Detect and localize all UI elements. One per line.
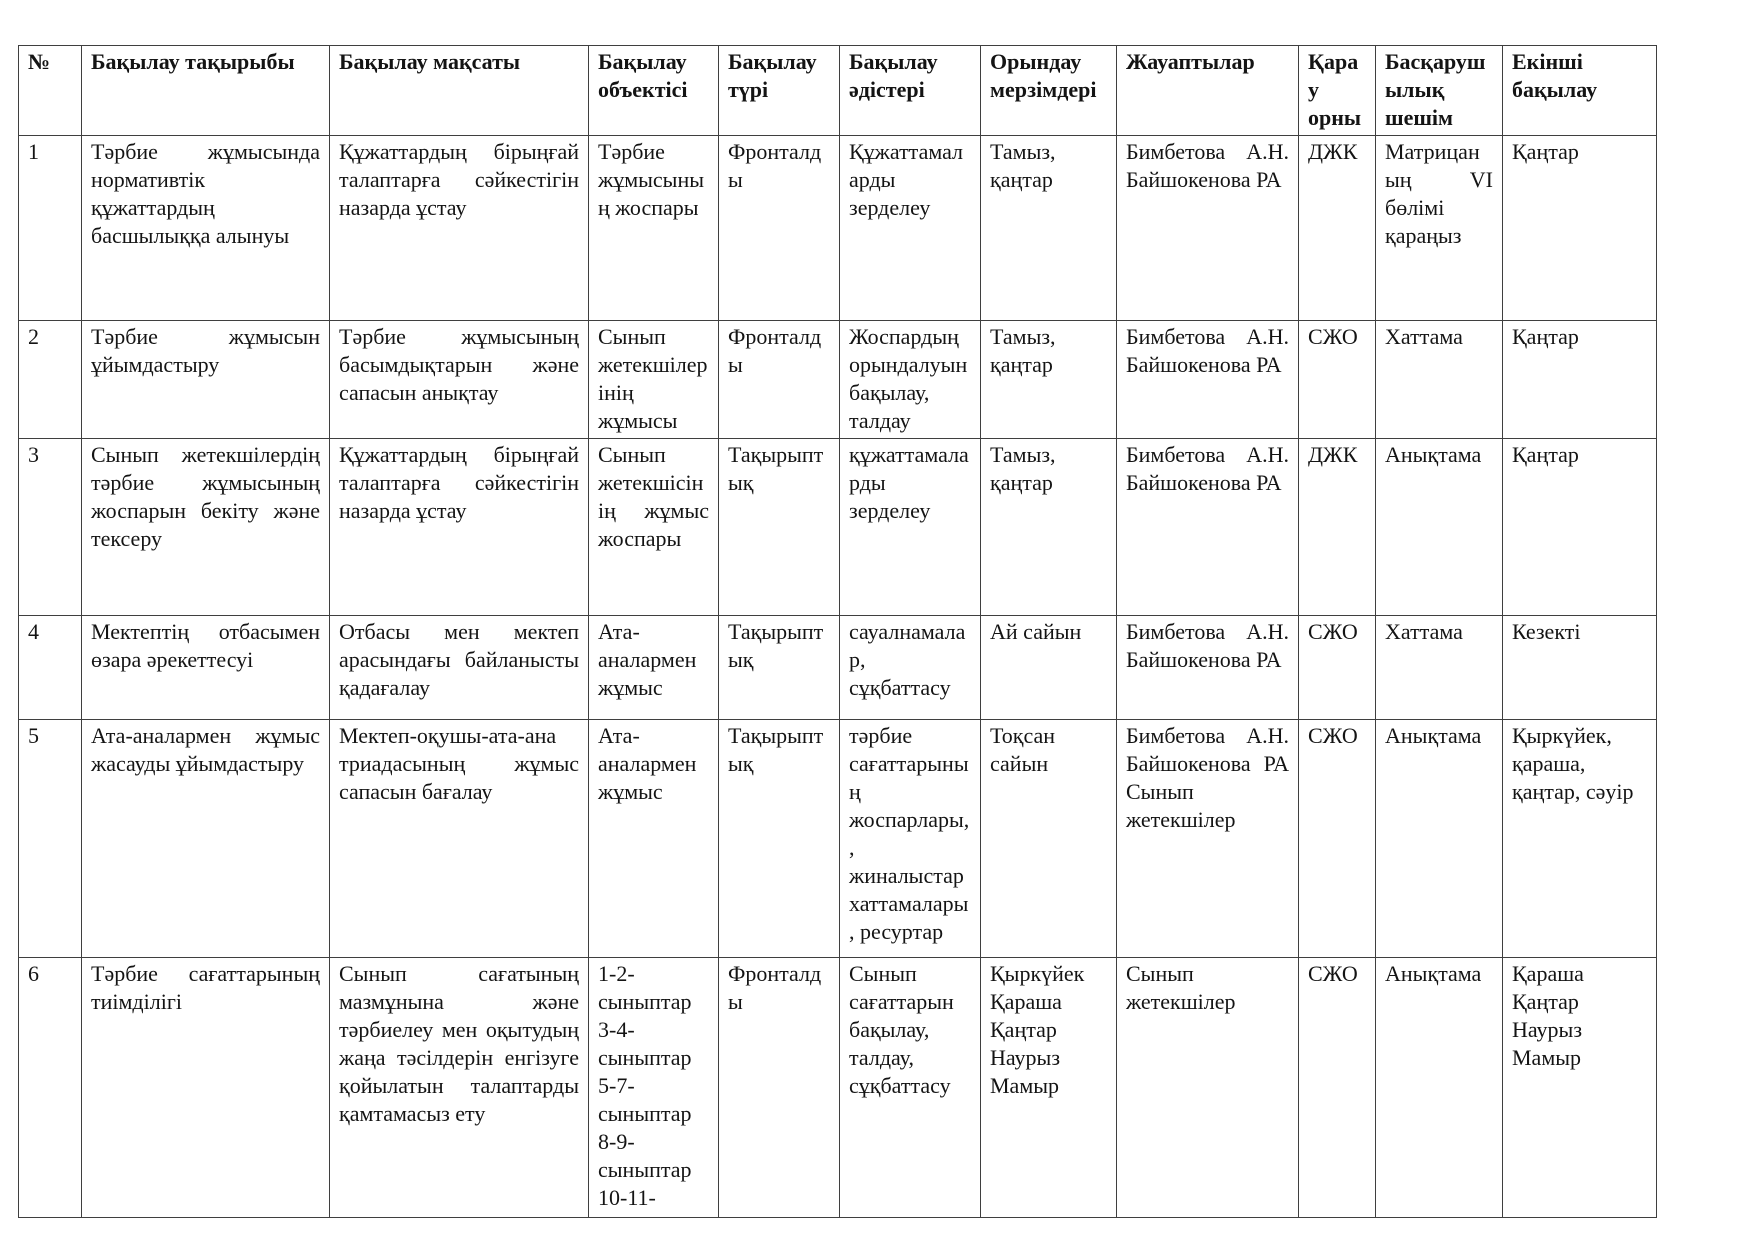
cell-second-control: Қыркүйек, қараша, қаңтар, сәуір <box>1503 720 1657 958</box>
table-row <box>19 616 1657 720</box>
cell-topic: Мектептің отбасымен өзара әрекеттесуі <box>82 616 330 720</box>
col-header-responsible: Жауаптылар <box>1117 46 1299 136</box>
cell-second-control: Қаңтар <box>1503 439 1657 616</box>
cell-responsible: Бимбетова А.Н. Байшокенова РА <box>1117 321 1299 439</box>
cell-decision: Матрицаның VI бөлімі қараңыз <box>1376 136 1503 321</box>
cell-methods: құжаттамаларды зерделеу <box>840 439 981 616</box>
col-header-topic: Бақылау тақырыбы <box>82 46 330 136</box>
col-header-object: Бақылау объектісі <box>589 46 719 136</box>
cell-second-control: Қаңтар <box>1503 136 1657 321</box>
col-header-place: Қарау орны <box>1299 46 1376 136</box>
cell-methods: Сынып сағаттарын бақылау, талдау, сұқбаттасу <box>840 958 981 1218</box>
table-row <box>19 958 1657 1218</box>
col-header-decision: Басқарушылық шешім <box>1376 46 1503 136</box>
cell-responsible: Бимбетова А.Н. Байшокенова РА <box>1117 136 1299 321</box>
cell-dates: Тамыз, қаңтар <box>981 439 1117 616</box>
cell-responsible: Бимбетова А.Н. Байшокенова РА <box>1117 439 1299 616</box>
cell-object: Сынып жетекшісінің жұмыс жоспары <box>589 439 719 616</box>
cell-type: Фронталды <box>719 958 840 1218</box>
col-header-type: Бақылау түрі <box>719 46 840 136</box>
cell-purpose: Құжаттардың бірыңғай талаптарға сәйкестігін назарда ұстау <box>330 136 589 321</box>
cell-decision: Анықтама <box>1376 720 1503 958</box>
cell-methods: тәрбие сағаттарының жоспарлары, , жиналыстар хаттамалары, ресуртар <box>840 720 981 958</box>
cell-place: СЖО <box>1299 321 1376 439</box>
cell-place: ДЖК <box>1299 439 1376 616</box>
cell-num: 6 <box>19 958 82 1218</box>
cell-topic: Тәрбие сағаттарының тиімділігі <box>82 958 330 1218</box>
cell-methods: Жоспардың орындалуын бақылау, талдау <box>840 321 981 439</box>
cell-methods: Құжаттамаларды зерделеу <box>840 136 981 321</box>
cell-dates: Ай сайын <box>981 616 1117 720</box>
cell-purpose: Тәрбие жұмысының басымдықтарын және сапасын анықтау <box>330 321 589 439</box>
col-header-dates: Орындау мерзімдері <box>981 46 1117 136</box>
cell-topic: Ата-аналармен жұмыс жасауды ұйымдастыру <box>82 720 330 958</box>
col-header-num: № <box>19 46 82 136</box>
cell-purpose: Отбасы мен мектеп арасындағы байланысты қадағалау <box>330 616 589 720</box>
cell-responsible: Бимбетова А.Н. Байшокенова РА Сынып жетекшілер <box>1117 720 1299 958</box>
table-row <box>19 439 1657 616</box>
cell-methods: сауалнамалар, сұқбаттасу <box>840 616 981 720</box>
cell-decision: Хаттама <box>1376 321 1503 439</box>
cell-purpose: Сынып сағатының мазмұнына және тәрбиелеу мен оқытудың жаңа тәсілдерін енгізуге қойылатын талаптарды қамтамасыз ету <box>330 958 589 1218</box>
col-header-purpose: Бақылау мақсаты <box>330 46 589 136</box>
cell-object: Сынып жетекшілерінің жұмысы <box>589 321 719 439</box>
cell-type: Тақырыптық <box>719 720 840 958</box>
table-row <box>19 321 1657 439</box>
cell-topic: Сынып жетекшілердің тәрбие жұмысының жоспарын бекіту және тексеру <box>82 439 330 616</box>
cell-decision: Анықтама <box>1376 439 1503 616</box>
cell-dates: Тамыз, қаңтар <box>981 321 1117 439</box>
cell-num: 4 <box>19 616 82 720</box>
cell-place: ДЖК <box>1299 136 1376 321</box>
cell-num: 2 <box>19 321 82 439</box>
col-header-second-control: Екінші бақылау <box>1503 46 1657 136</box>
cell-num: 3 <box>19 439 82 616</box>
cell-purpose: Құжаттардың бірыңғай талаптарға сәйкестігін назарда ұстау <box>330 439 589 616</box>
cell-type: Фронталды <box>719 136 840 321</box>
cell-num: 5 <box>19 720 82 958</box>
cell-type: Тақырыптық <box>719 616 840 720</box>
cell-place: СЖО <box>1299 616 1376 720</box>
control-plan-table <box>18 45 1657 1218</box>
cell-responsible: Сынып жетекшілер <box>1117 958 1299 1218</box>
table-row <box>19 136 1657 321</box>
cell-place: СЖО <box>1299 720 1376 958</box>
cell-purpose: Мектеп-оқушы-ата-ана триадасының жұмыс сапасын бағалау <box>330 720 589 958</box>
table-row <box>19 720 1657 958</box>
col-header-methods: Бақылау әдістері <box>840 46 981 136</box>
cell-second-control: Қаңтар <box>1503 321 1657 439</box>
cell-topic: Тәрбие жұмысын ұйымдастыру <box>82 321 330 439</box>
cell-dates: Тоқсан сайын <box>981 720 1117 958</box>
header-row <box>19 46 1657 136</box>
cell-decision: Хаттама <box>1376 616 1503 720</box>
cell-place: СЖО <box>1299 958 1376 1218</box>
cell-object: 1-2- сыныптар 3-4- сыныптар 5-7- сыныптар 8-9- сыныптар 10-11- <box>589 958 719 1218</box>
cell-num: 1 <box>19 136 82 321</box>
cell-decision: Анықтама <box>1376 958 1503 1218</box>
cell-second-control: Кезекті <box>1503 616 1657 720</box>
cell-topic: Тәрбие жұмысында нормативтік құжаттардың басшылыққа алынуы <box>82 136 330 321</box>
cell-type: Фронталды <box>719 321 840 439</box>
cell-second-control: Қараша Қаңтар Наурыз Мамыр <box>1503 958 1657 1218</box>
cell-type: Тақырыптық <box>719 439 840 616</box>
cell-object: Тәрбие жұмысының жоспары <box>589 136 719 321</box>
cell-dates: Тамыз, қаңтар <box>981 136 1117 321</box>
cell-object: Ата-аналармен жұмыс <box>589 720 719 958</box>
cell-dates: Қыркүйек Қараша Қаңтар Наурыз Мамыр <box>981 958 1117 1218</box>
cell-object: Ата-аналармен жұмыс <box>589 616 719 720</box>
cell-responsible: Бимбетова А.Н. Байшокенова РА <box>1117 616 1299 720</box>
